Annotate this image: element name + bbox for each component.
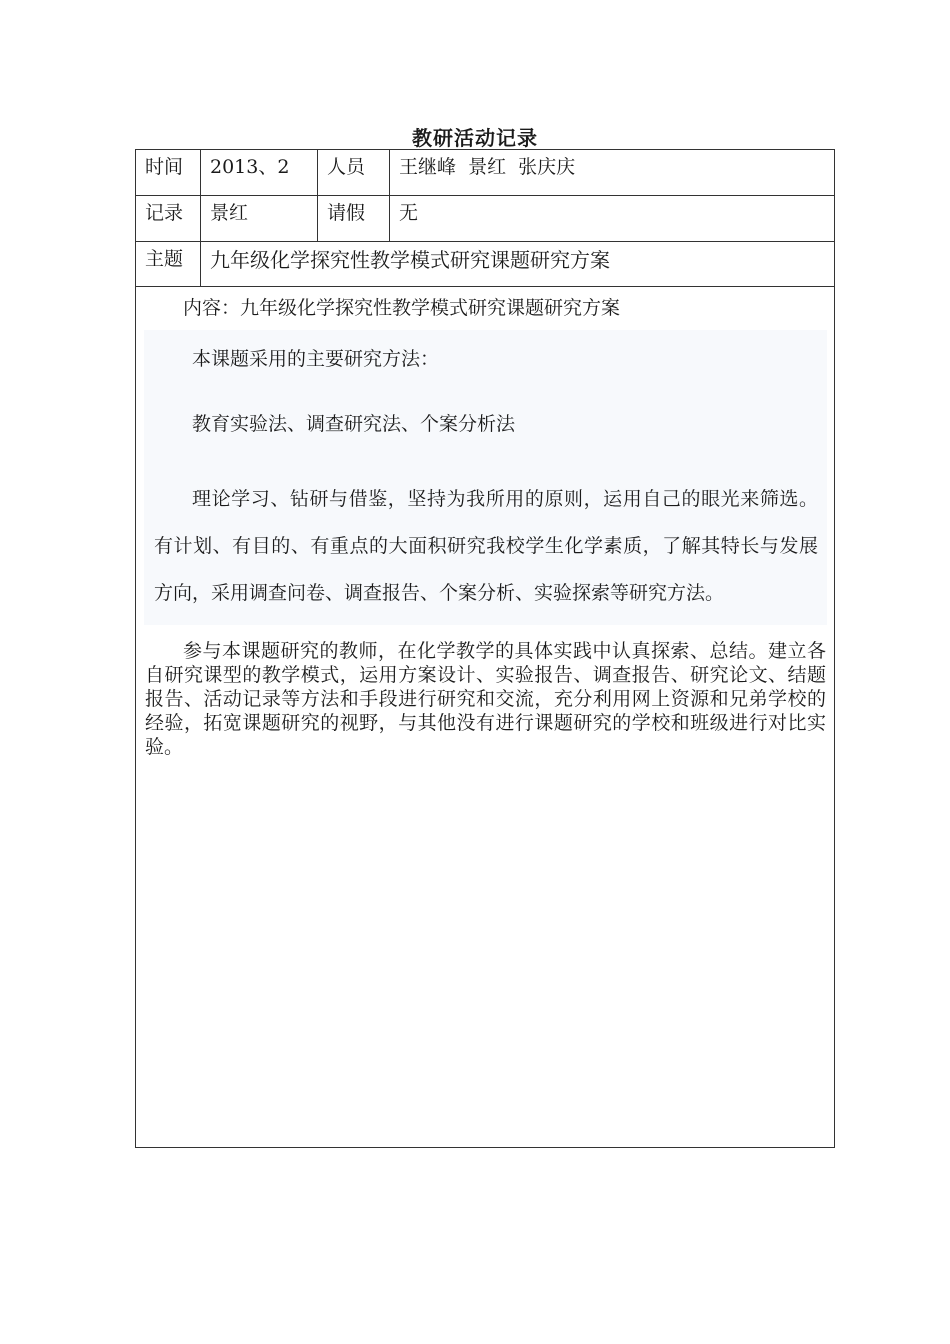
methods-section bbox=[144, 330, 827, 625]
row-topic bbox=[136, 242, 835, 287]
time-label: 时间 bbox=[136, 150, 201, 196]
row-time-people bbox=[136, 150, 835, 196]
people-label: 人员 bbox=[318, 150, 390, 196]
row-recorder-leave bbox=[136, 196, 835, 242]
recorder-value: 景红 bbox=[201, 196, 318, 242]
time-value: 2013、2 bbox=[201, 150, 318, 196]
people-value: 王继峰 景红 张庆庆 bbox=[390, 150, 835, 196]
content-box bbox=[136, 293, 834, 759]
recorder-label: 记录 bbox=[136, 196, 201, 242]
paragraph-theory: 理论学习、钻研与借鉴，坚持为我所用的原则，运用自己的眼光来筛选。有计划、有目的、有重点的大面积研究我校学生化学素质，了解其特长与发展方向，采用调查问卷、调查报告、个案分析、实验探索等研究方法。 bbox=[154, 488, 818, 604]
methods-list: 教育实验法、调查研究法、个案分析法 bbox=[192, 413, 516, 435]
content-heading: 内容：九年级化学探究性教学模式研究课题研究方案 bbox=[183, 297, 621, 319]
paragraph-teachers: 参与本课题研究的教师，在化学教学的具体实践中认真探索、总结。建立各自研究课型的教学模式，运用方案设计、实验报告、调查报告、研究论文、结题报告、活动记录等方法和手段进行研究和交流，充分利用网上资源和兄弟学校的经验，拓宽课题研究的视野，与其他没有进行课题研究的学校和班级进行对比实验。 bbox=[145, 640, 826, 758]
page-title: 教研活动记录 bbox=[412, 126, 538, 150]
record-table bbox=[135, 149, 835, 1148]
row-content bbox=[136, 287, 835, 1148]
content-cell bbox=[136, 287, 835, 1148]
leave-label: 请假 bbox=[318, 196, 390, 242]
leave-value: 无 bbox=[390, 196, 835, 242]
topic-label: 主题 bbox=[136, 242, 201, 287]
topic-value: 九年级化学探究性教学模式研究课题研究方案 bbox=[201, 242, 835, 287]
methods-intro: 本课题采用的主要研究方法： bbox=[192, 348, 440, 370]
